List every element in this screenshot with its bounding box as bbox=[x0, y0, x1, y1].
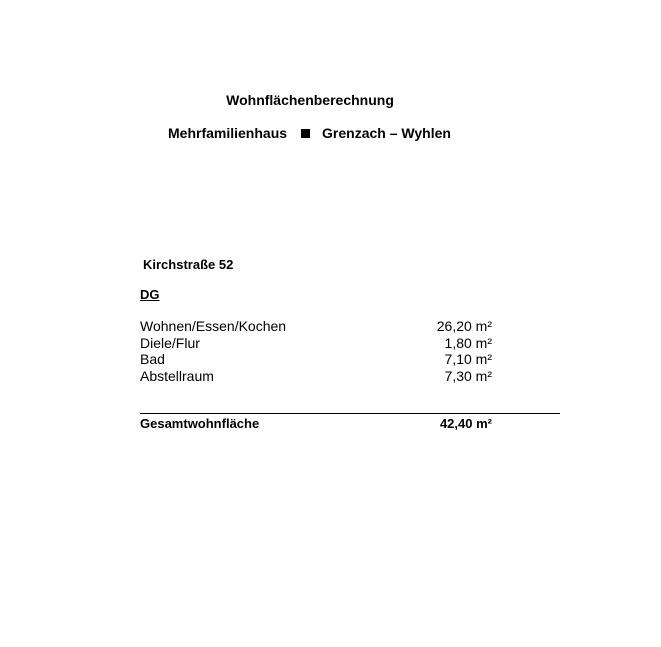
address: Kirchstraße 52 bbox=[143, 257, 234, 272]
room-name: Wohnen/Essen/Kochen bbox=[140, 318, 287, 334]
room-name: Bad bbox=[140, 351, 165, 367]
room-row bbox=[140, 318, 492, 335]
floor-label: DG bbox=[140, 287, 160, 302]
building-type: Mehrfamilienhaus bbox=[168, 125, 288, 141]
document-subtitle bbox=[168, 125, 451, 141]
room-row bbox=[140, 368, 492, 385]
total-divider bbox=[140, 413, 560, 414]
total-value: 42,40 m² bbox=[439, 416, 492, 431]
location: Grenzach – Wyhlen bbox=[322, 125, 451, 141]
room-name: Diele/Flur bbox=[140, 334, 200, 351]
square-bullet-icon bbox=[301, 129, 310, 138]
room-name: Abstellraum bbox=[140, 367, 214, 384]
room-row bbox=[140, 335, 492, 352]
room-area: 1,80 m² bbox=[444, 334, 492, 351]
room-area: 7,30 m² bbox=[444, 367, 492, 384]
room-list bbox=[140, 318, 492, 384]
total-row bbox=[140, 416, 492, 431]
room-area: 7,10 m² bbox=[444, 351, 492, 367]
document-title: Wohnflächenberechnung bbox=[226, 92, 394, 108]
room-area: 26,20 m² bbox=[436, 318, 492, 334]
room-row bbox=[140, 351, 492, 368]
total-label: Gesamtwohnfläche bbox=[140, 416, 260, 431]
